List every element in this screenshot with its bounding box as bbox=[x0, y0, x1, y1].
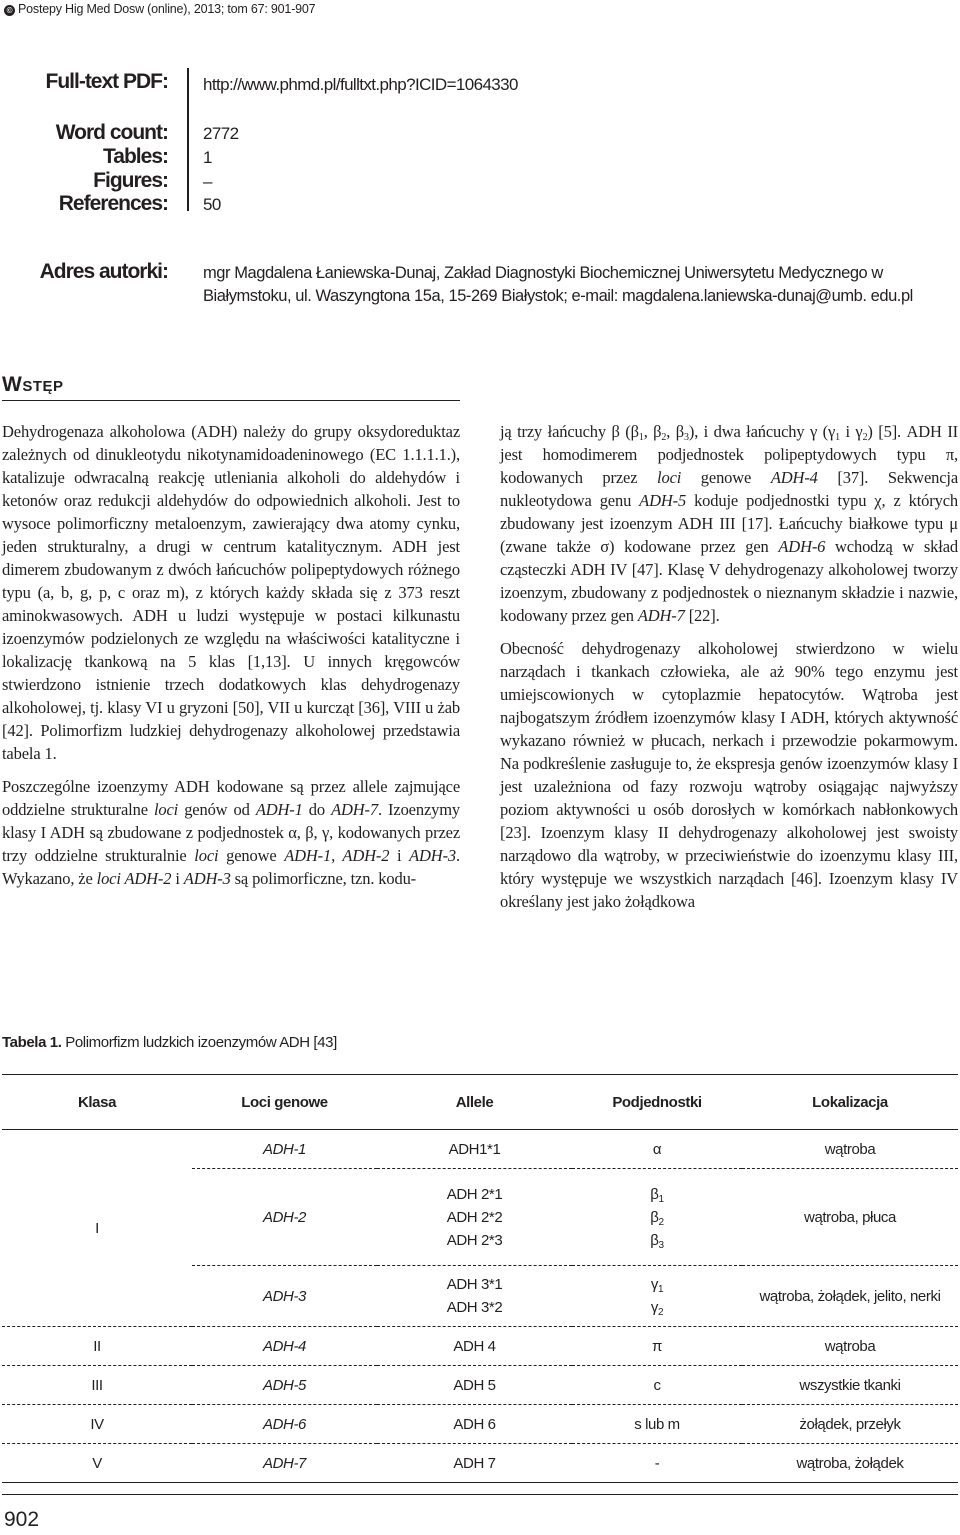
location-cell: wszystkie tkanki bbox=[742, 1366, 958, 1405]
figures-label: Figures: bbox=[93, 169, 168, 192]
locus-cell: ADH-4 bbox=[192, 1327, 377, 1366]
locus-cell: ADH-2 bbox=[192, 1169, 377, 1266]
adh-polymorphism-table bbox=[2, 1074, 958, 1483]
table-row bbox=[2, 1405, 958, 1444]
table-row bbox=[2, 1130, 958, 1169]
class-cell: III bbox=[2, 1366, 192, 1405]
table-caption: Tabela 1. Polimorfizm ludzkich izoenzymów ADH [43] bbox=[2, 1034, 337, 1051]
tables-label: Tables: bbox=[103, 145, 168, 168]
references-value: 50 bbox=[203, 195, 221, 214]
tables-value: 1 bbox=[203, 148, 212, 167]
paragraph-isoenzymes: Poszczególne izoenzymy ADH kodowane są przez allele zajmujące oddzielne strukturalne loci genów od ADH-1 do ADH-7. Izoenzymy klasy I ADH są zbudowane z podjednostek α, β, γ, kodowanych przez trzy oddzielne strukturalnie loci genowe ADH-1, ADH-2 i ADH-3. Wykazano, że loci ADH-2 i ADH-3 są polimorficzne, tzn. kodu- bbox=[2, 777, 461, 888]
table-row bbox=[2, 1444, 958, 1483]
location-cell: wątroba, żołądek bbox=[742, 1444, 958, 1483]
subunit-cell: $\beta_1$ $\beta_2$ $\beta_3$ bbox=[572, 1169, 742, 1266]
locus-cell: ADH-7 bbox=[192, 1444, 377, 1483]
class-cell: V bbox=[2, 1444, 192, 1483]
location-cell: wątroba bbox=[742, 1327, 958, 1366]
locus-cell: ADH-1 bbox=[192, 1130, 377, 1169]
author-address: mgr Magdalena Łaniewska-Dunaj, Zakład Diagnostyki Biochemicznej Uniwersytetu Medycznego w Białymstoku, ul. Waszyngtona 15a, 15-269 Białystok; e-mail: magdalena.laniewska-dunaj@umb. edu.pl bbox=[203, 264, 913, 305]
paragraph-distribution: Obecność dehydrogenazy alkoholowej stwierdzono w wielu narządach i tkankach człowieka, ale aż 90% tego enzymu jest umiejscowionych w cytoplazmie hepatocytów. Wątroba jest najbogatszym źródłem izoenzymów klasy I ADH, których aktywność wykazano również w płucach, nerkach i przewodzie pokarmowym. Na podkreślenie zasługuje to, że ekspresja genów izoenzymów klasy I jest uzależniona od fazy rozwoju wątroby osiągając najwyższy poziom aktywności u osób dorosłych w komórkach nabłonkowych [23]. Izoenzym klasy II dehydrogenazy alkoholowej jest swoisty narządowo dla wątroby, w przeciwieństwie do izoenzymu klasy III, który występuje we wszystkich narządach [46]. Izoenzym klasy IV określany jest jako żołądkowa bbox=[500, 639, 958, 911]
header-cell: Lokalizacja bbox=[742, 1075, 958, 1130]
allele-cell: ADH 7 bbox=[377, 1444, 572, 1483]
subunit-cell: $\gamma_1$ $\gamma_2$ bbox=[572, 1266, 742, 1327]
address-label: Adres autorki: bbox=[39, 260, 168, 283]
running-head-text: Postepy Hig Med Dosw (online), 2013; tom 67: 901-907 bbox=[18, 2, 316, 16]
class-cell: I bbox=[2, 1130, 192, 1327]
locus-cell: ADH-5 bbox=[192, 1366, 377, 1405]
allele-cell: ADH 4 bbox=[377, 1327, 572, 1366]
references-label: References: bbox=[58, 192, 168, 215]
locus-cell: ADH-3 bbox=[192, 1266, 377, 1327]
wordcount-label: Word count: bbox=[55, 121, 168, 144]
metadata-divider bbox=[187, 68, 189, 211]
class-cell: IV bbox=[2, 1405, 192, 1444]
copyright-icon: © bbox=[4, 5, 15, 16]
locus-cell: ADH-6 bbox=[192, 1405, 377, 1444]
allele-cell: ADH 6 bbox=[377, 1405, 572, 1444]
body-column-left bbox=[2, 420, 460, 890]
table-row bbox=[2, 1327, 958, 1366]
paragraph-intro: Dehydrogenaza alkoholowa (ADH) należy do grupy oksydoreduktaz zależnych od dinukleotydu nikotynamidoadeninowego (EC 1.1.1.1.), katalizuje odwracalną reakcję utleniania alkoholi do aldehydów i ketonów oraz redukcji aldehydów do odpowiednich alkoholi. Jest to wysoce polimorficzny metaloenzym, zawierający dwa atomy cynku, jeden strukturalny, a drugi w centrum katalitycznym. ADH jest dimerem zbudowanym z dwóch łańcuchów polipeptydowych różnego typu (a, b, g, p, c oraz m), z których każdy składa się z 373 reszt aminokwasowych. ADH u ludzi występuje w postaci kilkunastu izoenzymów podzielonych ze względu na właściwości katalityczne i lokalizację tkankową na 5 klas [1,13]. U innych kręgowców stwierdzono istnienie trzech dodatkowych klas dehydrogenazy alkoholowej, tj. klasy VI u gryzoni [50], VII u kurcząt [36], VIII u żab [42]. Polimorfizm ludzkiej dehydrogenazy alkoholowej przedstawia tabela 1. bbox=[2, 422, 460, 763]
fulltext-link[interactable]: http://www.phmd.pl/fulltxt.php?ICID=1064330 bbox=[203, 75, 518, 94]
header-cell: Loci genowe bbox=[192, 1075, 377, 1130]
body-column-right bbox=[500, 420, 958, 913]
allele-cell: ADH 2*1 ADH 2*2 ADH 2*3 bbox=[377, 1169, 572, 1266]
location-cell: wątroba bbox=[742, 1130, 958, 1169]
subunit-cell: c bbox=[572, 1366, 742, 1405]
page-number: 902 bbox=[4, 1508, 40, 1531]
allele-cell: ADH1*1 bbox=[377, 1130, 572, 1169]
header-cell: Klasa bbox=[2, 1075, 192, 1130]
section-title: Wstęp bbox=[2, 373, 64, 396]
footer-rule bbox=[2, 1494, 958, 1495]
subunit-cell: - bbox=[572, 1444, 742, 1483]
paragraph-subunits: ją trzy łańcuchy β ($\beta_1$, $\beta_2$, $\beta_3$), i dwa łańcuchy γ ($\gamma_1$ i $\gamma_2$) [5]. ADH II jest homodimerem podjednostek polipeptydowych typu π, kodowanych przez loci genowe ADH-4 [37]. Sekwencja nukleotydowa genu ADH-5 koduje podjednostki typu χ, z których zbudowany jest izoenzym ADH III [17]. Łańcuchy białkowe typu μ (zwane także σ) kodowane przez gen ADH-6 wchodzą w skład cząsteczki ADH IV [47]. Klasę V dehydrogenazy alkoholowej tworzy izoenzym, zbudowany z podjednostek o nieznanym składzie i nazwie, kodowany przez gen ADH-7 [22]. bbox=[500, 422, 959, 625]
class-cell: II bbox=[2, 1327, 192, 1366]
location-cell: wątroba, płuca bbox=[742, 1169, 958, 1266]
location-cell: wątroba, żołądek, jelito, nerki bbox=[742, 1266, 958, 1327]
fulltext-label: Full-text PDF: bbox=[45, 70, 168, 93]
subunit-cell: s lub m bbox=[572, 1405, 742, 1444]
allele-cell: ADH 5 bbox=[377, 1366, 572, 1405]
header-cell: Allele bbox=[377, 1075, 572, 1130]
table-row bbox=[2, 1366, 958, 1405]
subunit-cell: α bbox=[572, 1130, 742, 1169]
section-rule bbox=[2, 400, 460, 401]
header-cell: Podjednostki bbox=[572, 1075, 742, 1130]
allele-cell: ADH 3*1 ADH 3*2 bbox=[377, 1266, 572, 1327]
table-header-row bbox=[2, 1075, 958, 1130]
figures-value: – bbox=[203, 172, 212, 191]
location-cell: żołądek, przełyk bbox=[742, 1405, 958, 1444]
wordcount-value: 2772 bbox=[203, 124, 239, 143]
running-head bbox=[4, 2, 315, 16]
subunit-cell: π bbox=[572, 1327, 742, 1366]
